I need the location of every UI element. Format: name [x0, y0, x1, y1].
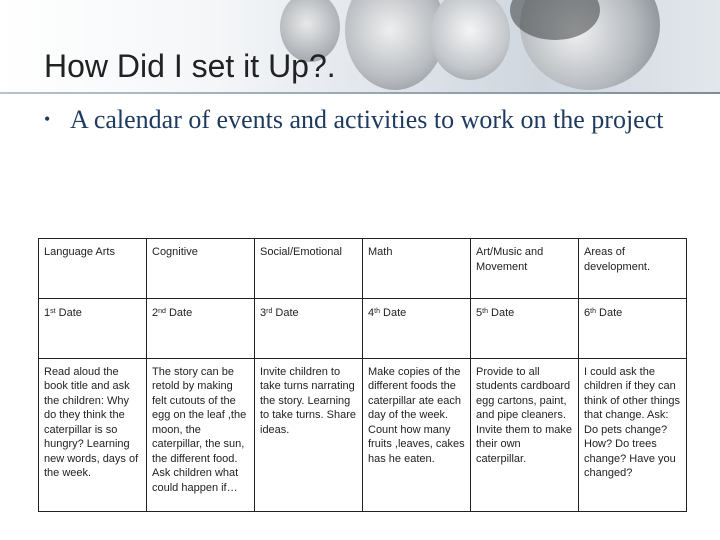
slide-title: How Did I set it Up?. — [44, 48, 336, 84]
table-header-row — [39, 239, 687, 299]
header-cell: Cognitive — [147, 239, 255, 299]
header-cell: Social/Emotional — [255, 239, 363, 299]
header-cell: Areas of development. — [579, 239, 687, 299]
activity-cell: Make copies of the different foods the caterpillar ate each day of the week. Count how many fruits ,leaves, cakes has he eaten. — [363, 358, 471, 511]
activity-cell: Provide to all students cardboard egg cartons, paint, and pipe cleaners. Invite them to make their own caterpillar. — [471, 358, 579, 511]
date-cell: 5th Date — [471, 298, 579, 358]
bullet-text: A calendar of events and activities to work on the project — [70, 105, 664, 134]
header-cell: Language Arts — [39, 239, 147, 299]
title-divider — [0, 92, 720, 94]
date-cell: 1st Date — [39, 298, 147, 358]
activities-table — [38, 238, 687, 512]
date-cell: 4th Date — [363, 298, 471, 358]
date-cell: 3rd Date — [255, 298, 363, 358]
activity-cell: The story can be retold by making felt cutouts of the egg on the leaf ,the moon, the caterpillar, the sun, the different food. Ask children what could happen if… — [147, 358, 255, 511]
table-date-row — [39, 298, 687, 358]
bullet-dot-icon: • — [44, 109, 51, 129]
header-cell: Math — [363, 239, 471, 299]
child-face-photo — [430, 0, 510, 80]
adult-face-photo — [345, 0, 445, 90]
date-cell: 2nd Date — [147, 298, 255, 358]
activity-cell: Invite children to take turns narrating the story. Learning to take turns. Share ideas. — [255, 358, 363, 511]
header-cell: Art/Music and Movement — [471, 239, 579, 299]
date-cell: 6th Date — [579, 298, 687, 358]
activity-cell: I could ask the children if they can think of other things that change. Ask: Do pets change? How? Do trees change? Have you changed? — [579, 358, 687, 511]
activity-cell: Read aloud the book title and ask the children: Why do they think the caterpillar is so hungry? Learning new words, days of the week. — [39, 358, 147, 511]
table-activity-row — [39, 358, 687, 511]
